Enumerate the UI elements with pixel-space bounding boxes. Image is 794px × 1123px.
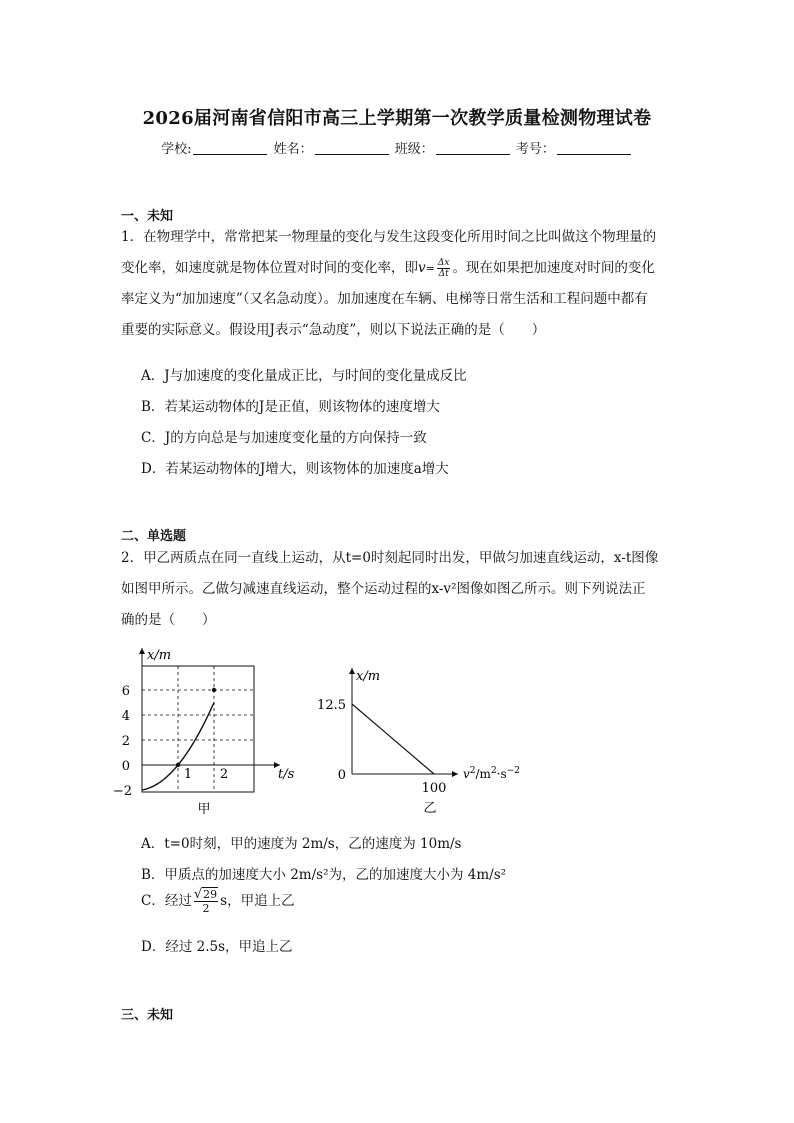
student-info-line (0, 138, 794, 157)
jia-caption: 甲 (197, 802, 211, 817)
q2-line-2: 如图甲所示。乙做匀减速直线运动，整个运动过程的x-v²图像如图乙所示。则下列说法正 (121, 581, 646, 597)
graph-yi-x-v2 (310, 660, 540, 820)
jia-xtick-2: 2 (219, 767, 229, 782)
q1-line-4: 重要的实际意义。假设用J表示“急动度”，则以下说法正确的是（ ） (121, 322, 546, 338)
velocity-fraction: $\frac{\Delta x}{\Delta t}$ (437, 258, 450, 279)
yi-ytick-0: 0 (337, 768, 346, 783)
yi-xtick-100: 100 (421, 781, 447, 796)
q1-option-d[interactable]: D．若某运动物体的J增大，则该物体的加速度a增大 (141, 461, 449, 477)
jia-xlabel: t/s (278, 767, 295, 782)
q1-option-a[interactable]: A．J与加速度的变化量成正比，与时间的变化量成反比 (141, 368, 467, 384)
graph-jia-x-t (112, 640, 302, 818)
q1-option-c[interactable]: C．J的方向总是与加速度变化量的方向保持一致 (141, 430, 427, 446)
jia-ytick-6: 6 (121, 684, 130, 699)
yi-xlabel: $v^2/m^2\cdot s^{-2}$ (463, 766, 520, 781)
section-2-heading: 二、单选题 (121, 529, 187, 544)
q2-option-c[interactable]: C．经过 $\frac{√29}{2}$ s，甲追上乙 (141, 887, 295, 915)
name-blank[interactable] (315, 142, 389, 155)
class-label: 班级： (394, 142, 434, 157)
school-blank[interactable] (193, 142, 267, 155)
yi-line (352, 704, 434, 774)
exam-title: 2026届河南省信阳市高三上学期第一次教学质量检测物理试卷 (142, 108, 652, 129)
jia-frame (142, 666, 254, 792)
name-label: 姓名： (273, 142, 313, 157)
q1-line-1: 1．在物理学中，常常把某一物理量的变化与发生这段变化所用时间之比叫做这个物理量的 (121, 229, 657, 245)
q2-line-1: 2．甲乙两质点在同一直线上运动，从t=0时刻起同时出发，甲做匀加速直线运动，x-t图像 (121, 550, 659, 566)
section-1-heading: 一、未知 (121, 209, 174, 224)
jia-point-t2 (212, 688, 216, 692)
q1-option-b[interactable]: B．若某运动物体的J是正值，则该物体的速度增大 (141, 399, 440, 415)
jia-ytick-4: 4 (121, 709, 130, 724)
q2-option-d[interactable]: D．经过 2.5s，甲追上乙 (141, 939, 293, 955)
jia-xtick-1: 1 (183, 767, 193, 782)
jia-grid (142, 666, 254, 792)
question-1-stem (121, 222, 681, 346)
yi-caption: 乙 (423, 801, 437, 816)
yi-ylabel: x/m (356, 669, 381, 684)
jia-ytick-0: 0 (121, 759, 130, 774)
section-3-heading: 三、未知 (121, 1008, 174, 1023)
q1-line-3: 率定义为“加加速度”（又名急动度）。加加速度在车辆、电梯等日常生活和工程问题中都有 (121, 291, 648, 307)
yi-ytick-12-5: 12.5 (317, 698, 346, 713)
question-2-stem (121, 543, 681, 636)
q2-line-3: 确的是（ ） (121, 612, 216, 628)
class-blank[interactable] (436, 142, 510, 155)
sqrt-29-over-2: $\frac{√29}{2}$ (193, 887, 218, 915)
school-label: 学校: (161, 142, 192, 157)
jia-point-t1 (176, 763, 180, 767)
q1-line-2: 变化率，如速度就是物体位置对时间的变化率，即v= $\frac{\Delta x}{\Delta t}$ 。现在如果把加速度对时间的变化 (121, 258, 655, 279)
q2-option-b[interactable]: B．甲质点的加速度大小 2m/s²为，乙的加速度大小为 4m/s² (141, 867, 507, 883)
number-label: 考号： (515, 142, 555, 157)
jia-ytick-neg2: −2 (112, 784, 132, 799)
jia-ytick-2: 2 (121, 734, 130, 749)
q2-option-a[interactable]: A．t=0时刻，甲的速度为 2m/s，乙的速度为 10m/s (141, 836, 462, 852)
jia-ylabel: x/m (147, 648, 172, 663)
number-blank[interactable] (557, 142, 631, 155)
